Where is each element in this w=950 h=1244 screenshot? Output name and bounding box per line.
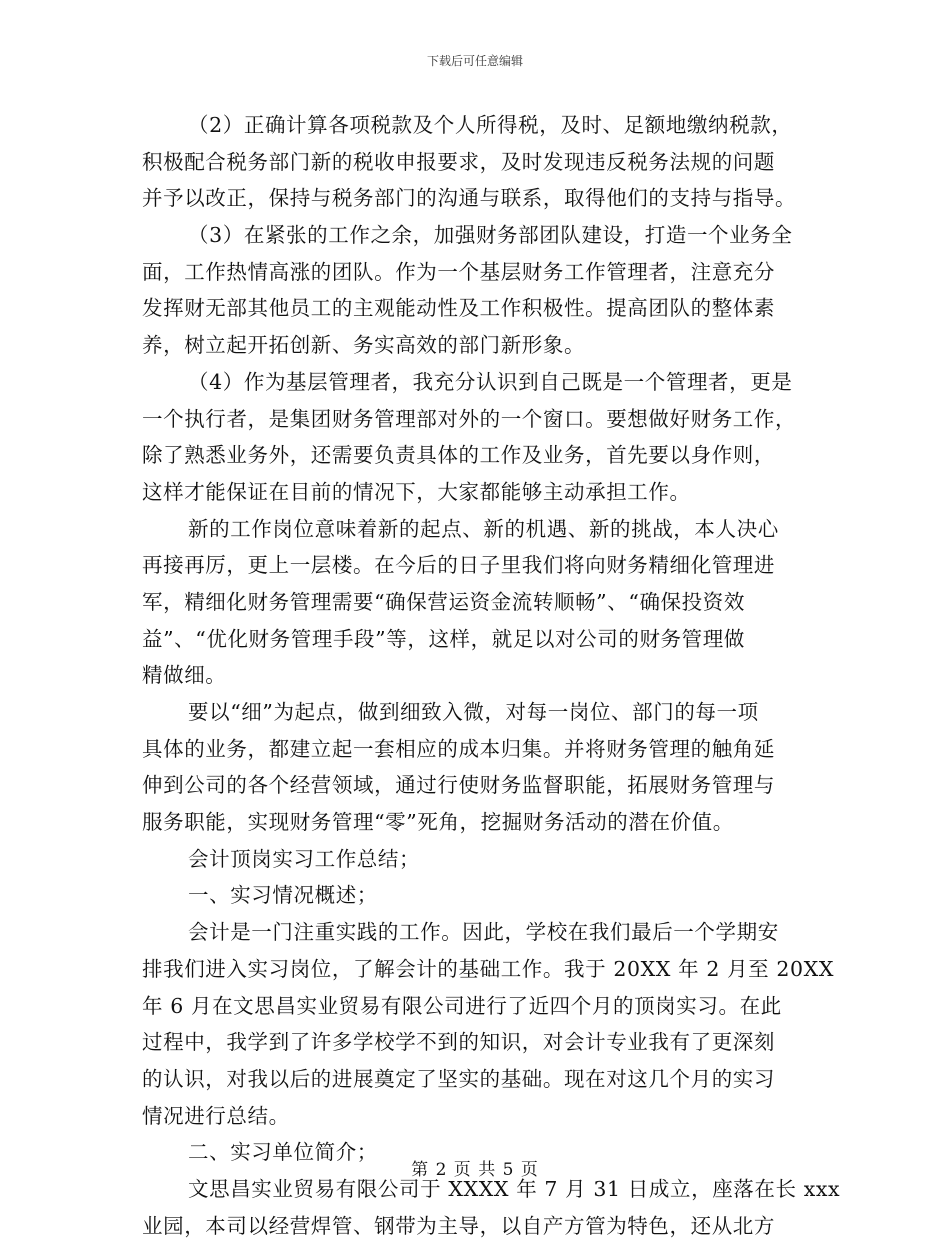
text-line: 这样才能保证在目前的情况下，大家都能够主动承担工作。 [142, 479, 691, 504]
text-line: 除了熟悉业务外，还需要负责具体的工作及业务，首先要以身作则， [142, 443, 775, 468]
text-line: 养，树立起开拓创新、务实高效的部门新形象。 [142, 333, 586, 358]
text-line: 二、实习单位简介； [188, 1140, 378, 1165]
text-line: 业园，本司以经营焊管、钢带为主导，以自产方管为特色，还从北方 [142, 1213, 775, 1238]
text-line: 的认识，对我以后的进展奠定了坚实的基础。现在对这几个月的实习 [142, 1066, 775, 1091]
text-line: （4）作为基层管理者，我充分认识到自己既是一个管理者，更是 [188, 369, 793, 394]
text-line: 发挥财无部其他员工的主观能动性及工作积极性。提高团队的整体素 [142, 296, 775, 321]
page-footer: 第 2 页 共 5 页 [411, 1160, 539, 1180]
text-line: 一、实习情况概述； [188, 883, 378, 908]
text-line: （2）正确计算各项税款及个人所得税，及时、足额地缴纳税款， [188, 113, 793, 137]
text-line: 再接再厉，更上一层楼。在今后的日子里我们将向财务精细化管理进 [142, 553, 775, 578]
text-line: 精做细。 [142, 663, 227, 688]
text-line: 积极配合税务部门新的税收申报要求，及时发现违反税务法规的问题 [142, 149, 775, 174]
text-line: 一个执行者，是集团财务管理部对外的一个窗口。要想做好财务工作， [142, 406, 797, 431]
text-line: 新的工作岗位意味着新的起点、新的机遇、新的挑战，本人决心 [188, 516, 779, 541]
text-line: （3）在紧张的工作之余，加强财务部团队建设，打造一个业务全 [188, 223, 793, 248]
text-line: 面，工作热情高涨的团队。作为一个基层财务工作管理者，注意充分 [142, 259, 775, 284]
document-body [142, 107, 841, 1244]
text-line: 年 6 月在文思昌实业贸易有限公司进行了近四个月的顶岗实习。在此 [142, 993, 782, 1018]
text-line: 要以“细”为起点，做到细致入微，对每一岗位、部门的每一项 [188, 700, 759, 724]
text-line: 情况进行总结。 [142, 1103, 290, 1128]
text-line: 并予以改正，保持与税务部门的沟通与联系，取得他们的支持与指导。 [142, 186, 797, 211]
text-line: 过程中，我学到了许多学校学不到的知识，对会计专业我有了更深刻 [142, 1030, 775, 1055]
text-line: 会计顶岗实习工作总结； [188, 846, 421, 871]
text-line: 服务职能，实现财务管理“零”死角，挖掘财务活动的潜在价值。 [142, 810, 734, 835]
page-header: 下载后可任意编辑 [426, 54, 523, 68]
text-line: 排我们进入实习岗位，了解会计的基础工作。我于 20XX 年 2 月至 20XX [142, 956, 835, 981]
text-line: 具体的业务，都建立起一套相应的成本归集。并将财务管理的触角延 [142, 736, 775, 761]
text-line: 益”、“优化财务管理手段”等，这样，就足以对公司的财务管理做 [142, 626, 745, 651]
text-line: 文思昌实业贸易有限公司于 XXXX 年 7 月 31 日成立，座落在长 xxx [188, 1176, 841, 1201]
text-line: 伸到公司的各个经营领域，通过行使财务监督职能，拓展财务管理与 [142, 773, 775, 798]
text-line: 会计是一门注重实践的工作。因此，学校在我们最后一个学期安 [188, 920, 779, 945]
text-line: 军，精细化财务管理需要“确保营运资金流转顺畅”、“确保投资效 [142, 589, 745, 614]
